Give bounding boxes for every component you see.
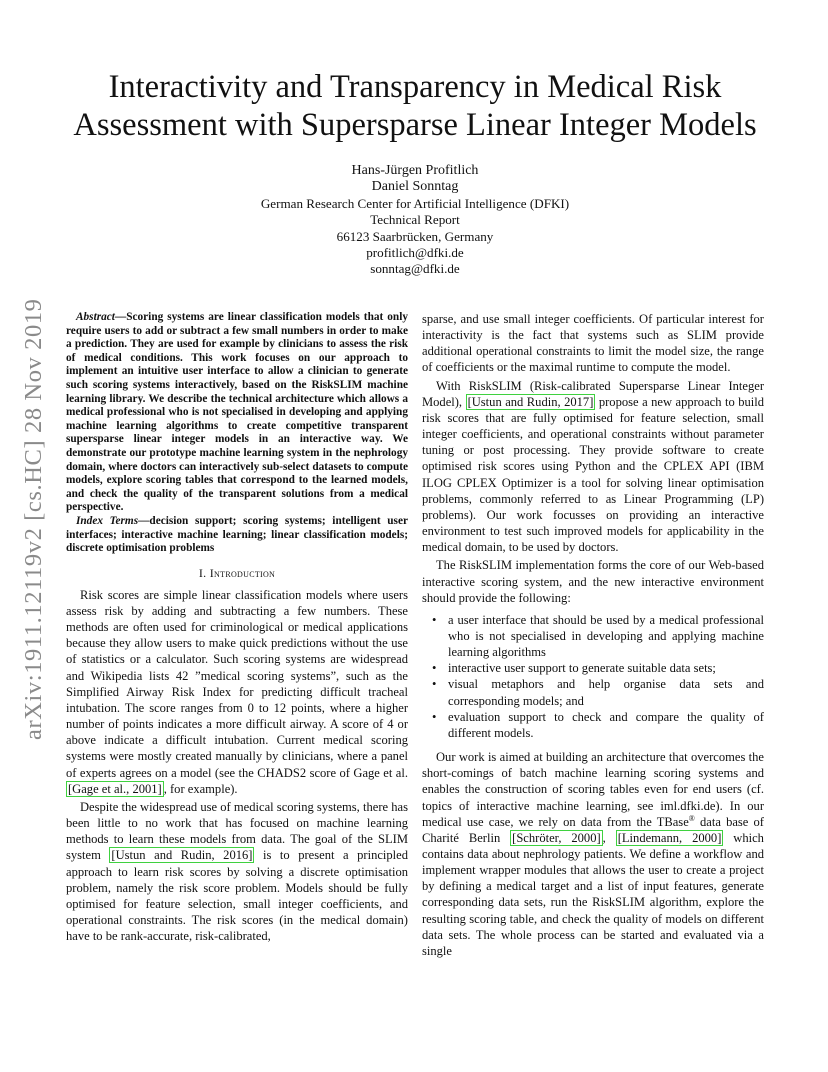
left-column: [66, 311, 408, 944]
arxiv-identifier: arXiv:1911.12119v2 [cs.HC] 28 Nov 2019: [20, 298, 47, 741]
intro-p2-text-a: Despite the widespread use of medical scoring systems, there has been little to no work that has focused on machine learning methods to learn these models from data. The goal of the SLIM system: [66, 799, 408, 863]
citation-lindemann-2000[interactable]: [Lindemann, 2000]: [617, 830, 722, 845]
index-terms-label: Index Terms: [76, 514, 139, 527]
author-2: Daniel Sonntag: [371, 179, 459, 195]
right-paragraph-2: The RiskSLIM implementation forms the core of our Web-based interactive scoring system, and the new interactive environment should provide the following:: [422, 558, 764, 605]
intro-p2-text-b: is to present a principled approach to learn risk scores by solving a discrete optimisation problem, namely the risk score problem. Models should be fully optimised for feature selection, small integer coefficients, and operational constraints. The risk scores (in the medical domain) have to be rank-accurate, risk-calibrated,: [66, 848, 409, 944]
right-column: [422, 311, 764, 959]
list-item: • interactive user support to generate suitable data sets;: [448, 660, 764, 676]
right-paragraph-1: [422, 378, 764, 556]
right-paragraph-0: sparse, and use small integer coefficients. Of particular interest for interactivity is the fact that systems such as SLIM provide additional operational constraints to limit the model size, the range of coefficients or the maximal runtime to compute the model.: [422, 312, 764, 375]
author-1: Hans-Jürgen Profitlich: [351, 163, 479, 178]
author-block: [200, 163, 630, 278]
citation-schroter-2000[interactable]: [Schröter, 2000]: [512, 830, 601, 845]
right-paragraph-3: [422, 749, 764, 959]
intro-paragraph-1: [66, 587, 408, 797]
section-heading-introduction: [66, 565, 408, 581]
section-title: Introduction: [209, 565, 276, 580]
email-2[interactable]: sonntag@dfki.de: [370, 261, 460, 277]
index-terms-text: —decision support; scoring systems; intelligent user interfaces; interactive machine learning; linear classification models; discrete optimisation problems: [66, 514, 408, 555]
report-type: Technical Report: [370, 212, 460, 228]
list-item: • visual metaphors and help organise data sets and corresponding models; and: [448, 676, 764, 708]
list-item: • a user interface that should be used by a medical professional who is not specialised in developing and applying machine learning algorithms: [448, 612, 764, 660]
intro-paragraph-2: [66, 799, 408, 944]
feature-list: [422, 612, 764, 741]
list-item: • evaluation support to check and compare the quality of different models.: [448, 709, 764, 741]
abstract-text: —Scoring systems are linear classification models that only require users to add or subtract a few small numbers in order to make a prediction. They are used for example by clinicians to assess the risk of medical conditions. This work focuses on our approach to implement an intuitive user interface to allow a clinician to generate such scoring systems interactively, based on the RiskSLIM machine learning library. We describe the technical architecture which allows a medical professional who is not specialised in developing and applying machine learning algorithms to create competitive transparent supersparse linear integer models in an interactive way. We demonstrate our prototype machine learning system in the nephrology domain, where doctors can interactively sub-select datasets to compute models, explore scoring tables that correspond to the learned models, and check the quality of the transparent solutions from a medical perspective.: [66, 311, 408, 514]
email-1[interactable]: profitlich@dfki.de: [366, 245, 464, 261]
citation-ustun-2017[interactable]: [Ustun and Rudin, 2017]: [467, 394, 594, 409]
right-p1-text-a: With RiskSLIM (Risk-calibrated Supersparse Linear Integer Model),: [422, 378, 764, 409]
registered-mark: ®: [688, 813, 695, 823]
right-p3-text-b: data base of Charité Berlin: [422, 814, 764, 845]
paper-title: Interactivity and Transparency in Medical Risk Assessment with Supersparse Linear Integer Models: [73, 69, 757, 143]
right-p3-text-a: Our work is aimed at building an architecture that overcomes the short-comings of batch machine learning scoring systems and enables the construction of scoring tables even for end users (cf. topics of interactive machine learning, see iml.dfki.de). In our medical use case, we rely on data from the TBase: [422, 750, 764, 829]
abstract-label: Abstract: [76, 311, 115, 323]
intro-p1-text: Risk scores are simple linear classification models where users assess risk by adding and subtracting a few numbers. These methods are often used for criminological or medical applications because they allow users to make quick predictions without the use of statistics or a calculator. Such scoring systems are widespread and Wikipedia lists 42 ”medical scoring systems”, such as the Simplified Airway Risk Index for predicting difficult tracheal intubation. The score ranges from 0 to 12 points, where a higher number of points indicates a more difficult airway. A score of 4 or above indicate a difficult intubation. Current medical scoring systems were mostly created manually by clinicians, where a panel of experts agrees on a model (see the CHADS2 score of Gage et al.: [66, 587, 408, 780]
abstract: [66, 311, 408, 556]
right-p1-text-b: propose a new approach to build risk scores that are fully optimised for feature selection, small integer coefficients, and operational constraints without parameter tuning or post processing. They provide software to create optimised risk scores using Python and the CPLEX API (IBM ILOG CPLEX Optimizer is a tool for solving linear optimisation problems, commonly referred to as Linear Programming (LP) problems). Our work focusses on providing an interactive environment to test such improved models for applicability in the medical domain, to be used by doctors.: [422, 394, 765, 555]
citation-separator: ,: [602, 830, 616, 845]
right-p3-text-c: which contains data about nephrology patients. We define a workflow and implement wrapper modules that allows the user to create a project by defining a medical target and a list of input features, generate corresponding data sets, run the RiskSLIM algorithm, explore the resulting scoring table, and check the quality of models on different data sets. The whole process can be started and evaluated via a single: [422, 830, 764, 958]
intro-p1-end: , for example).: [163, 781, 238, 796]
affiliation: German Research Center for Artificial Intelligence (DFKI): [260, 195, 570, 211]
citation-ustun-2016[interactable]: [Ustun and Rudin, 2016]: [111, 848, 253, 863]
section-number: I.: [198, 565, 210, 580]
address: 66123 Saarbrücken, Germany: [336, 228, 494, 244]
citation-gage-2001[interactable]: [Gage et al., 2001]: [68, 781, 162, 796]
